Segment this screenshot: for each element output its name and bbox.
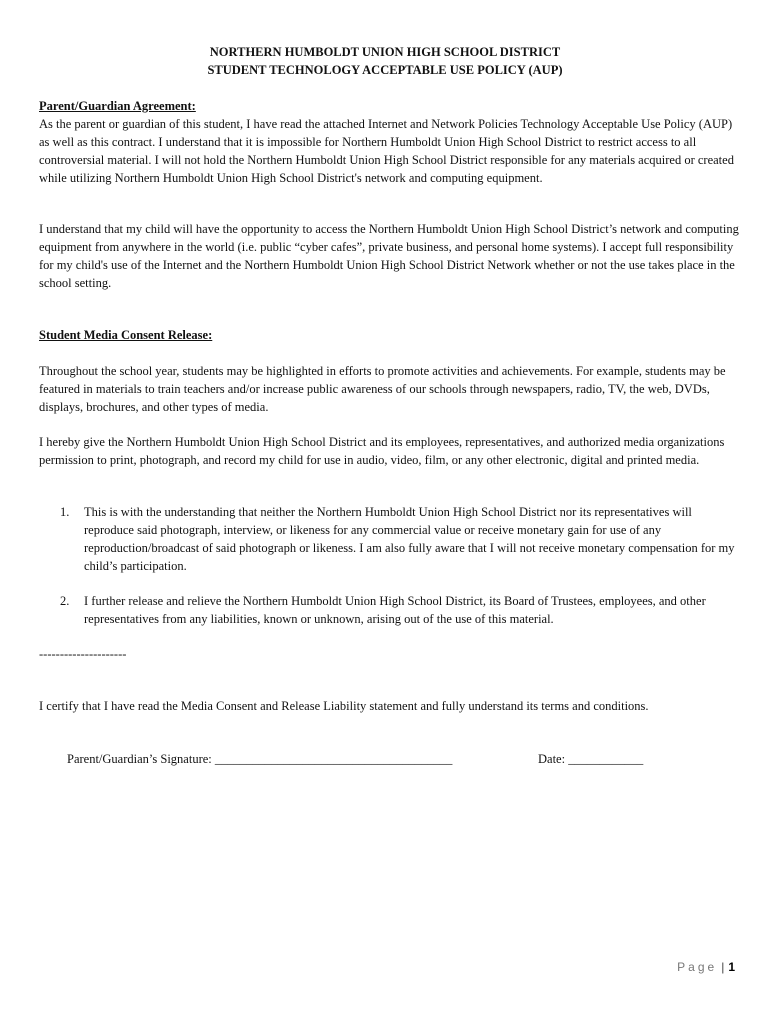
media-consent-paragraph-1: Throughout the school year, students may be highlighted in efforts to promote activities and achievements. For example, students may be featured in materials to train teachers and/or increase public awareness of our schools through newspapers, radio, TV, the web, DVDs, displays, brochures, and other types of media.: [39, 364, 726, 414]
separator-dashes: ---------------------: [39, 647, 127, 661]
list-item: [60, 503, 740, 575]
parent-agreement-paragraph-2: I understand that my child will have the opportunity to access the Northern Humboldt Union High School District’s network and computing equipment from anywhere in the world (i.e. public “cyber cafes”, private business, and personal home systems). I accept full responsibility for my child's use of the Internet and the Northern Humboldt Union High School District Network whether or not the use takes place in the school setting.: [39, 222, 739, 290]
certify-statement: I certify that I have read the Media Consent and Release Liability statement and fully understand its terms and conditions.: [39, 699, 649, 713]
media-consent-heading: Student Media Consent Release:: [39, 328, 213, 342]
signature-line[interactable]: Parent/Guardian’s Signature: ______________________________________: [67, 752, 453, 766]
title-line-1: NORTHERN HUMBOLDT UNION HIGH SCHOOL DISTRICT: [209, 45, 561, 59]
list-item-number: 1.: [60, 505, 70, 519]
list-item-number: 2.: [60, 594, 70, 608]
list-item-text: This is with the understanding that neither the Northern Humboldt Union High School District nor its representatives will reproduce said photograph, interview, or likeness for any commercial value or receive monetary gain for use of any reproduction/broadcast of said photograph or likeness. I am also fully aware that I will not receive monetary compensation for my child’s participation.: [84, 505, 735, 573]
date-line[interactable]: Date: ____________: [538, 752, 644, 766]
page-footer: [677, 960, 735, 974]
media-consent-paragraph-2: I hereby give the Northern Humboldt Union High School District and its employees, representatives, and authorized media organizations permission to print, photograph, and record my child for use in audio, video, film, or any other electronic, digital and printed media.: [39, 435, 725, 467]
page-number: 1: [728, 960, 735, 974]
page-word: Page: [677, 960, 718, 974]
parent-agreement-heading: Parent/Guardian Agreement:: [39, 99, 196, 113]
document-title: [0, 43, 770, 79]
parent-agreement-paragraph-1: As the parent or guardian of this student, I have read the attached Internet and Network Policies Technology Acceptable Use Policy (AUP) as well as this contract. I understand that it is impossible for Northern Humboldt Union High School District to restrict access to all controversial material. I will not hold the Northern Humboldt Union High School District responsible for any materials acquired or created while utilizing Northern Humboldt Union High School District's network and computing equipment.: [39, 117, 734, 185]
list-item-text: I further release and relieve the Northern Humboldt Union High School District, its Board of Trustees, employees, and other representatives from any liabilities, known or unknown, arising out of the use of this material.: [84, 594, 706, 626]
page-separator: |: [721, 960, 725, 974]
title-line-2: STUDENT TECHNOLOGY ACCEPTABLE USE POLICY (AUP): [207, 63, 563, 77]
list-item: [60, 592, 740, 628]
